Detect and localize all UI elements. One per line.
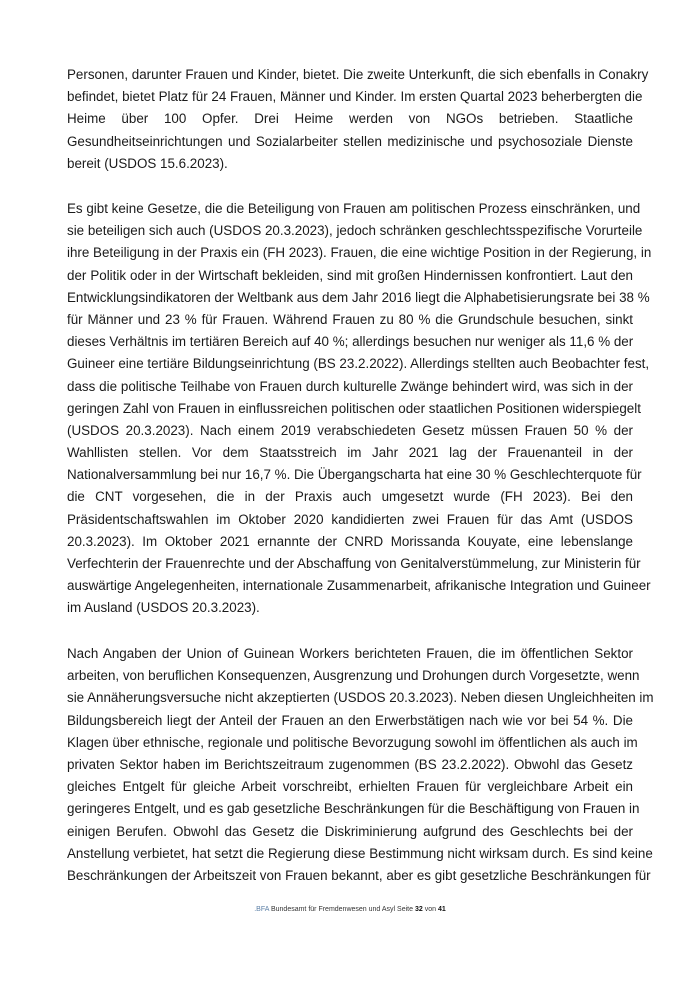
text-line: Nach Angaben der Union of Guinean Workers berichteten Frauen, die im öffentlichen Sektor <box>67 646 633 661</box>
text-line: sie Annäherungsversuche nicht akzeptierten (USDOS 20.3.2023). Neben diesen Ungleichheiten im <box>67 690 654 706</box>
text-line: Verfechterin der Frauenrechte und der Abschaffung von Genitalverstümmelung, zur Ministerin für <box>67 556 641 571</box>
text-line: Beschränkungen der Arbeitszeit von Frauen bekannt, aber es gibt gesetzliche Beschränkungen für <box>67 867 651 883</box>
bfa-logo-text: .BFA <box>254 906 270 913</box>
text-line: arbeiten, von beruflichen Konsequenzen, Ausgrenzung und Drohungen durch Vorgesetzte, wenn <box>67 668 640 684</box>
text-line: Heime über 100 Opfer. Drei Heime werden von NGOs betrieben. Staatliche <box>67 111 633 127</box>
text-line: Anstellung verbietet, hat setzt die Regierung diese Bestimmung nicht wirksam durch. Es sind keine <box>67 845 653 861</box>
page-footer <box>0 906 700 913</box>
text-line: Personen, darunter Frauen und Kinder, bietet. Die zweite Unterkunft, die sich ebenfalls in Conakry <box>67 67 649 82</box>
footer-page-label: Seite <box>397 906 414 913</box>
text-line: dass die politische Teilhabe von Frauen durch kulturelle Zwänge behindert wird, was sich in der <box>67 378 633 394</box>
text-line: im Ausland (USDOS 20.3.2023). <box>67 600 260 616</box>
text-line: für Männer und 23 % für Frauen. Während Frauen zu 80 % die Grundschule besuchen, sinkt <box>67 311 633 327</box>
text-line: befindet, bietet Platz für 24 Frauen, Männer und Kinder. Im ersten Quartal 2023 beherbergten die <box>67 89 643 105</box>
text-line: bereit (USDOS 15.6.2023). <box>67 155 228 171</box>
paragraph-shelters <box>67 64 649 175</box>
text-line: Guineer eine tertiäre Bildungseinrichtung (BS 23.2.2022). Allerdings stellten auch Beobachter fest, <box>67 356 650 372</box>
footer-org: Bundesamt für Fremdenwesen und Asyl <box>270 906 396 913</box>
text-line: der Politik oder in der Wirtschaft bekleiden, sind mit großen Hindernissen konfrontiert. Laut den <box>67 267 633 283</box>
text-line: Es gibt keine Gesetze, die die Beteiligung von Frauen am politischen Prozess einschränken, und <box>67 201 641 216</box>
text-line: Nationalversammlung bei nur 16,7 %. Die Übergangscharta hat eine 30 % Geschlechterquote für <box>67 467 642 483</box>
text-line: Klagen über ethnische, regionale und politische Bevorzugung sowohl im öffentlichen als auch im <box>67 734 638 750</box>
text-line: die CNT vorgesehen, die in der Praxis auch umgesetzt wurde (FH 2023). Bei den <box>67 489 633 505</box>
footer-page-number: 32 <box>414 906 423 913</box>
text-line: Bildungsbereich liegt der Anteil der Frauen an den Erwerbstätigen nach wie vor bei 54 %. Die <box>67 712 633 728</box>
text-line: Präsidentschaftswahlen im Oktober 2020 kandidierten zwei Frauen für das Amt (USDOS <box>67 511 633 527</box>
text-line: sie beteiligen sich auch (USDOS 20.3.2023), jedoch schränken geschlechtsspezifische Vorurteile <box>67 223 643 239</box>
text-line: (USDOS 20.3.2023). Nach einem 2019 verabschiedeten Gesetz müssen Frauen 50 % der <box>67 422 633 438</box>
text-line: geringen Zahl von Frauen in einflussreichen politischen oder staatlichen Positionen widerspiegelt <box>67 400 641 416</box>
text-line: privaten Sektor haben im Berichtszeitraum zugenommen (BS 23.2.2022). Obwohl das Gesetz <box>67 756 633 772</box>
text-line: auswärtige Angelegenheiten, internationale Zusammenarbeit, afrikanische Integration und Guineer <box>67 578 651 594</box>
footer-of-label: von <box>424 906 437 913</box>
text-line: gleiches Entgelt für gleiche Arbeit vorschreibt, erhielten Frauen für vergleichbare Arbeit ein <box>67 779 633 795</box>
text-line: einigen Berufen. Obwohl das Gesetz die Diskriminierung aufgrund des Geschlechts bei der <box>67 823 633 839</box>
text-line: dieses Verhältnis im tertiären Bereich auf 40 %; allerdings besuchen nur weniger als 11,6 % der <box>67 334 634 350</box>
text-line: geringeres Entgelt, und es gab gesetzliche Beschränkungen für die Beschäftigung von Frauen in <box>67 801 640 817</box>
paragraph-political-participation <box>67 198 652 620</box>
text-line: Entwicklungsindikatoren der Weltbank aus dem Jahr 2016 liegt die Alphabetisierungsrate bei 38 % <box>67 289 650 305</box>
text-line: 20.3.2023). Im Oktober 2021 ernannte der CNRD Morissanda Kouyate, eine lebenslange <box>67 533 633 549</box>
paragraph-employment <box>67 643 654 887</box>
text-line: ihre Beteiligung in der Praxis ein (FH 2023). Frauen, die eine wichtige Position in der Regierung, in <box>67 245 652 261</box>
footer-page-total: 41 <box>437 906 446 913</box>
text-line: Gesundheitseinrichtungen und Sozialarbeiter stellen medizinische und psychosoziale Dienste <box>67 133 633 149</box>
text-line: Wahllisten stellen. Vor dem Staatsstreich im Jahr 2021 lag der Frauenanteil in der <box>67 445 633 461</box>
